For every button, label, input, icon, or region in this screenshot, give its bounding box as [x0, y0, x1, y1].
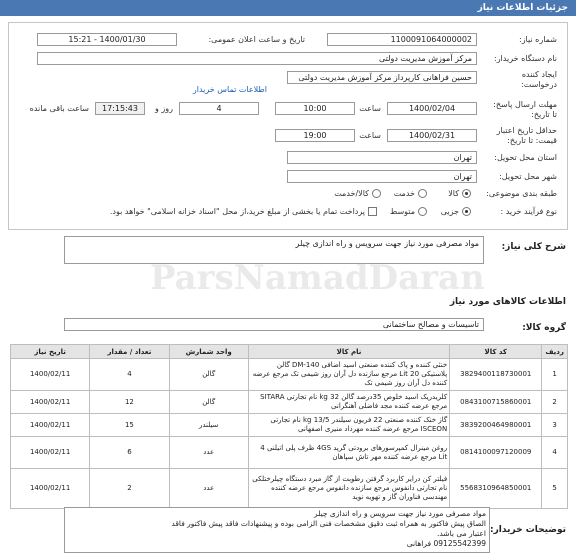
city-label: شهر محل تحویل:	[499, 172, 557, 181]
buyer-notes-line: الصاق پیش فاکتور به همراه ثبت دقیق مشخصات فنی الزامی بوده و پیشنهادات فاقد پیش فاکتور فاقد	[171, 519, 486, 528]
row-number: 1	[542, 359, 568, 391]
row-number: 5	[542, 469, 568, 509]
item-code: 0843100715860001	[450, 391, 542, 414]
buyer-org-label: نام دستگاه خریدار:	[494, 54, 557, 63]
item-code: 5568310964850001	[450, 469, 542, 509]
creator-label: ایجاد کننده	[521, 70, 557, 79]
buyer-contact-link[interactable]: اطلاعات تماس خریدار	[192, 85, 267, 94]
buyer-notes-box	[64, 507, 490, 553]
category-service-radio[interactable]	[418, 189, 427, 198]
item-need-date: 1400/02/11	[11, 391, 90, 414]
row-number: 2	[542, 391, 568, 414]
validity-time-field: 19:00	[275, 129, 355, 142]
need-number-label: شماره نیاز:	[519, 35, 557, 44]
item-unit: گالن	[169, 359, 248, 391]
col-header-item-name: نام کالا	[248, 345, 449, 359]
buyer-notes-label: توضیحات خریدار:	[490, 525, 566, 535]
row-number: 3	[542, 414, 568, 437]
table-row	[11, 359, 568, 391]
col-header-unit: واحد شمارش	[169, 345, 248, 359]
table-row	[11, 469, 568, 509]
treasury-payment-note: پرداخت تمام یا بخشی از مبلغ خرید،از محل "اسناد خزانه اسلامی" خواهد بود.	[109, 207, 365, 216]
validity-label: حداقل تاریخ اعتبار	[496, 126, 557, 135]
summary-field: مواد مصرفی مورد نیاز جهت سرویس و راه اندازی چیلر	[64, 236, 484, 264]
item-unit: عدد	[169, 437, 248, 469]
item-need-date: 1400/02/11	[11, 469, 90, 509]
remaining-time-field: 17:15:43	[95, 102, 145, 115]
validity-date-field: 1400/02/31	[387, 129, 477, 142]
item-code: 3839200464980001	[450, 414, 542, 437]
item-quantity: 6	[90, 437, 169, 469]
province-label: استان محل تحویل:	[494, 153, 557, 162]
item-unit: عدد	[169, 469, 248, 509]
col-header-need-date: تاریخ نیاز	[11, 345, 90, 359]
item-code: 3829400118730001	[450, 359, 542, 391]
item-quantity: 2	[90, 469, 169, 509]
process-partial-radio[interactable]	[462, 207, 471, 216]
item-name: کلریدریک اسید خلوص 35درصد گالن 32 kg نام تجارتی SITARA مرجع عرضه کننده مجد فاضلی آهنگرانی	[248, 391, 449, 414]
process-type-label: نوع فرآیند خرید :	[500, 207, 557, 216]
treasury-payment-checkbox[interactable]	[368, 207, 377, 216]
need-number-field: 1100091064000002	[327, 33, 477, 46]
process-medium-label: متوسط	[389, 207, 415, 216]
category-service-label: خدمت	[393, 189, 415, 198]
process-medium-radio[interactable]	[418, 207, 427, 216]
item-code: 0814100097120009	[450, 437, 542, 469]
item-name: گاز خنک کننده صنعتی 22 فریون سیلندر 13/5 kg نام تجارتی ISCEON مرجع عرضه کننده مهرداد منیری اصفهانی	[248, 414, 449, 437]
table-row	[11, 391, 568, 414]
item-need-date: 1400/02/11	[11, 359, 90, 391]
table-header-row	[11, 345, 568, 359]
item-name: فیلتر کن درایر کاربرد گرفتن رطوبت از گاز مبرد دستگاه چیلرختلکی نام تجارتی دانفوس مرجع سازنده دانفوس مرجع عرضه کننده مهندسی فناوران گاز و تهویه نوید	[248, 469, 449, 509]
col-header-row-number: ردیف	[542, 345, 568, 359]
item-unit: گالن	[169, 391, 248, 414]
category-label: طبقه بندی موضوعی:	[486, 189, 557, 198]
goods-group-label: گروه کالا:	[522, 323, 566, 333]
item-unit: سیلندر	[169, 414, 248, 437]
need-details-panel	[8, 22, 568, 230]
item-quantity: 4	[90, 359, 169, 391]
page-title: جزئیات اطلاعات نیاز	[477, 3, 568, 13]
category-goods-service-label: کالا/خدمت	[334, 189, 369, 198]
deadline-label-2: تا تاریخ:	[531, 110, 557, 119]
deadline-time-label: ساعت	[359, 104, 381, 113]
col-header-quantity: تعداد / مقدار	[90, 345, 169, 359]
item-quantity: 15	[90, 414, 169, 437]
deadline-time-field: 10:00	[275, 102, 355, 115]
category-goods-radio[interactable]	[462, 189, 471, 198]
goods-group-field: تاسیسات و مصالح ساختمانی	[64, 318, 484, 331]
item-name: خنثی کننده و پاک کننده صنعتی اسید اضافی DM-140 گالن پلاستیکی 20 Lit مرجع سازنده دل آران روز شیمی تک مرجع عرضه کننده دل آران روز شیمی تک	[248, 359, 449, 391]
col-header-item-code: کد کالا	[450, 345, 542, 359]
item-name: روغن مینرال کمپرسورهای برودتی گرید 4GS ظرف پلی اتیلنی 4 Lit مرجع عرضه کننده مهر تاش سپاهان	[248, 437, 449, 469]
item-need-date: 1400/02/11	[11, 414, 90, 437]
buyer-notes-line: مواد مصرفی مورد نیاز جهت سرویس و راه اندازی چیلر	[314, 509, 486, 518]
process-partial-label: جزیی	[440, 207, 459, 216]
remaining-time-label: ساعت باقی مانده	[29, 104, 89, 113]
category-goods-service-radio[interactable]	[372, 189, 381, 198]
days-label: روز و	[155, 104, 173, 113]
buyer-notes-line: اعتبار می باشد.	[436, 529, 486, 538]
goods-section-title: اطلاعات کالاهای مورد نیاز	[449, 297, 566, 307]
validity-time-label: ساعت	[359, 131, 381, 140]
remaining-days-field: 4	[179, 102, 259, 115]
announce-datetime-field: 1400/01/30 - 15:21	[37, 33, 177, 46]
table-row	[11, 414, 568, 437]
buyer-org-field: مرکز آموزش مدیریت دولتی	[37, 52, 477, 65]
creator-label-2: درخواست:	[521, 80, 557, 89]
announce-datetime-label: تاریخ و ساعت اعلان عمومی:	[208, 35, 305, 44]
city-field: تهران	[287, 170, 477, 183]
row-number: 4	[542, 437, 568, 469]
goods-table	[10, 344, 568, 509]
validity-label-2: قیمت: تا تاریخ:	[507, 136, 557, 145]
category-goods-label: کالا	[448, 189, 459, 198]
buyer-notes-line: 09125542399 فراهانی	[406, 539, 486, 548]
creator-field: حسین فراهانی کارپرداز مرکز آموزش مدیریت دولتی	[287, 71, 477, 84]
province-field: تهران	[287, 151, 477, 164]
item-need-date: 1400/02/11	[11, 437, 90, 469]
item-quantity: 12	[90, 391, 169, 414]
deadline-date-field: 1400/02/04	[387, 102, 477, 115]
table-row	[11, 437, 568, 469]
watermark: ParsNamadDaran	[150, 258, 485, 298]
deadline-label: مهلت ارسال پاسخ:	[493, 100, 557, 109]
summary-label: شرح کلی نیاز:	[501, 242, 566, 252]
page-header	[0, 0, 576, 16]
